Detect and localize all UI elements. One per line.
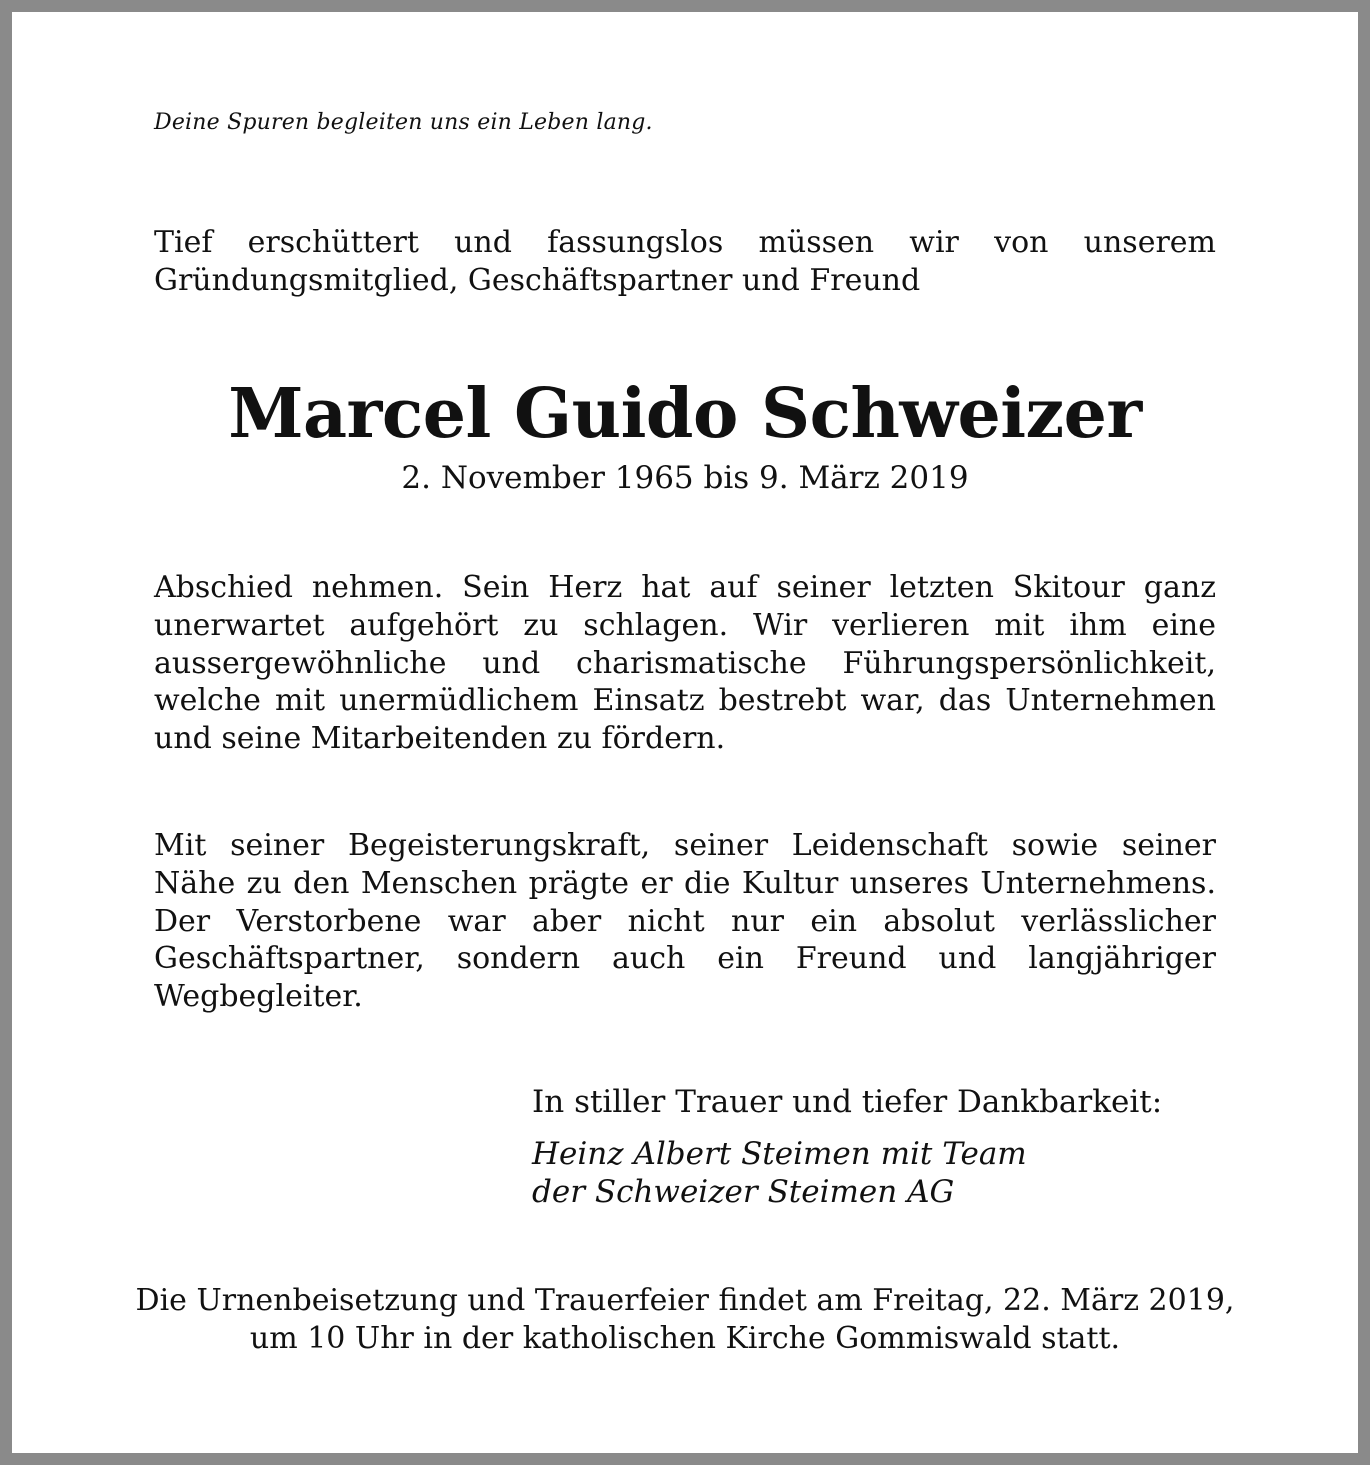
funeral-line: um 10 Uhr in der katholischen Kirche Gommiswald statt. [249, 1320, 1121, 1356]
funeral-info [12, 1282, 1358, 1357]
paragraph-tribute: Mit seiner Begeisterungskraft, seiner Leidenschaft sowie seiner Nähe zu den Menschen prägte er die Kultur unseres Unternehmens. Der Verstorbene war aber nicht nur ein absolut verlässlicher Geschäftspartner, sondern auch ein Freund und langjähriger Wegbegleiter. [154, 828, 1216, 1015]
intro-text: Tief erschüttert und fassungslos müssen wir von unserem Gründungsmitglied, Geschäftspartner und Freund [154, 225, 1216, 298]
life-dates: 2. November 1965 bis 9. März 2019 [401, 460, 969, 496]
paragraph-farewell: Abschied nehmen. Sein Herz hat auf seiner letzten Skitour ganz unerwartet aufgehört zu schlagen. Wir verlieren mit ihm eine aussergewöhnliche und charismatische Führungspersönlichkeit, welche mit unermüdlichem Einsatz bestrebt war, das Unternehmen und seine Mitarbeitenden zu fördern. [154, 570, 1216, 757]
obituary-page [12, 12, 1358, 1453]
deceased-name: Marcel Guido Schweizer [228, 374, 1142, 454]
signer-line: Heinz Albert Steimen mit Team [532, 1136, 1027, 1172]
signer-line: der Schweizer Steimen AG [532, 1174, 955, 1210]
signers [532, 1135, 1027, 1211]
funeral-line: Die Urnenbeisetzung und Trauerfeier findet am Freitag, 22. März 2019, [135, 1283, 1235, 1318]
closing-line: In stiller Trauer und tiefer Dankbarkeit: [532, 1084, 1163, 1120]
motto: Deine Spuren begleiten uns ein Leben lang. [154, 110, 653, 135]
